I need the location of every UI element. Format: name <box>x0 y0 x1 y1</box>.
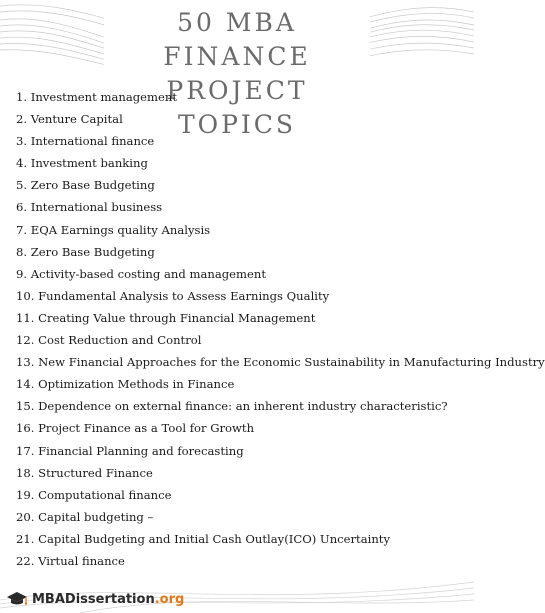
list-item: 7. EQA Earnings quality Analysis <box>16 222 211 237</box>
list-item: 12. Cost Reduction and Control <box>16 333 202 348</box>
list-item: 15. Dependence on external finance: an inherent industry characteristic? <box>16 399 448 414</box>
list-item: 14. Optimization Methods in Finance <box>16 377 235 392</box>
list-item: 3. International finance <box>16 134 155 149</box>
title-banner <box>104 0 370 139</box>
list-item: 22. Virtual finance <box>16 553 125 568</box>
brand-logo[interactable] <box>6 590 184 608</box>
list-item: 5. Zero Base Budgeting <box>16 178 155 193</box>
page-title-line-2: PROJECT TOPICS <box>166 76 308 139</box>
topic-list <box>16 86 545 572</box>
list-item: 13. New Financial Approaches for the Economic Sustainability in Manufacturing Industry <box>16 355 545 370</box>
list-item: 19. Computational finance <box>16 487 172 502</box>
list-item: 6. International business <box>16 200 163 215</box>
page-title-line-1: 50 MBA FINANCE <box>163 8 311 71</box>
list-item: 11. Creating Value through Financial Management <box>16 310 316 325</box>
list-item: 20. Capital budgeting – <box>16 509 154 524</box>
list-item: 2. Venture Capital <box>16 112 123 127</box>
list-item: 8. Zero Base Budgeting <box>16 244 155 259</box>
list-item: 17. Financial Planning and forecasting <box>16 443 244 458</box>
list-item: 21. Capital Budgeting and Initial Cash Outlay(ICO) Uncertainty <box>16 531 391 546</box>
list-item: 4. Investment banking <box>16 156 148 171</box>
brand-name-main: MBADissertation <box>32 591 155 607</box>
brand-name-tld: .org <box>154 591 185 607</box>
brand-name <box>32 592 184 607</box>
graduation-cap-icon <box>6 591 28 607</box>
list-item: 16. Project Finance as a Tool for Growth <box>16 421 255 436</box>
list-item: 1. Investment management <box>16 90 178 104</box>
list-item: 18. Structured Finance <box>16 465 153 480</box>
list-item: 10. Fundamental Analysis to Assess Earnings Quality <box>16 288 330 303</box>
list-item: 9. Activity-based costing and management <box>16 266 267 281</box>
